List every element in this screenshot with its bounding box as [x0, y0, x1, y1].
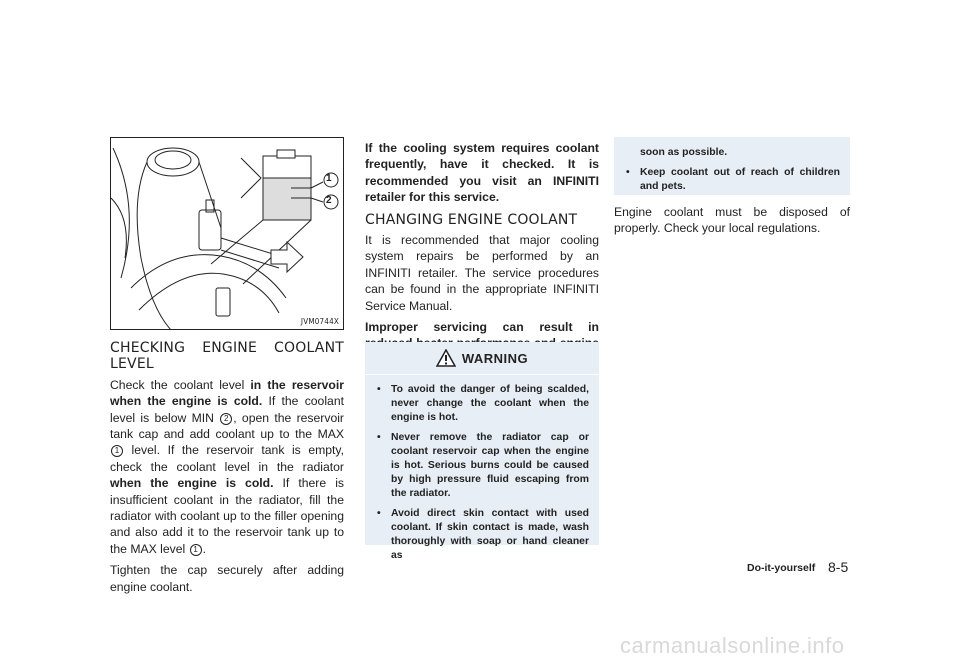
watermark: carmanualsonline.info [620, 633, 845, 658]
text-run: , open the reservoir tank cap and add coolant up to the MAX [110, 410, 344, 442]
text-run: If the coolant level is below MIN [110, 394, 344, 425]
warning-continued: soon as possible. [640, 147, 728, 158]
checking-paragraph [110, 377, 344, 557]
bold-run: when the engine is cold. [110, 476, 274, 491]
warning-box [365, 342, 599, 561]
warning-item: • Never remove the radiator cap or coolant reservoir cap when the engine is hot. Serious burns could be caused by high pressure fluid escaping from the radiator. [377, 431, 589, 501]
warning-header [365, 342, 599, 375]
warning-triangle-icon [436, 349, 456, 367]
figure-code: JVM0744X [300, 317, 339, 326]
coolant-reservoir-illustration [110, 137, 344, 330]
bold-run: in the reservoir when the engine is cold. [110, 377, 344, 409]
disposal-paragraph: Engine coolant must be disposed of properly. Check your local regulations. [614, 205, 850, 236]
section-label: Do-it-yourself [747, 562, 816, 574]
engine-bay-drawing [111, 138, 344, 330]
text-run: If there is insufficient coolant in the radiator, fill the radiator with coolant up to the filler opening and also add it to the reservoir tank up to the MAX level [110, 476, 344, 556]
right-column [614, 204, 850, 242]
warning-item: • Keep coolant out of reach of children and pets. [626, 166, 840, 194]
changing-heading: CHANGING ENGINE COOLANT [365, 211, 578, 228]
intro-paragraph: If the cooling system requires coolant frequently, have it checked. It is recommended you visit an INFINITI retailer for this service. [365, 141, 599, 205]
tighten-paragraph: Tighten the cap securely after adding engine coolant. [110, 563, 344, 594]
text-run: Check the coolant level [110, 377, 251, 392]
callout-ref-1: 1 [111, 445, 123, 457]
left-column [110, 340, 344, 600]
warning-list-2 [614, 160, 850, 194]
callout-1: 1 [326, 173, 332, 184]
improper-paragraph: Improper servicing can result in [365, 320, 599, 335]
warning-list [365, 375, 599, 563]
page-number: 8-5 [828, 559, 849, 575]
warning-item: • To avoid the danger of being scalded, never change the coolant when the engine is hot. [377, 383, 589, 425]
changing-paragraph: It is recommended that major cooling system repairs be performed by an INFINITI retailer. The service procedures can be found in the appropriate INFINITI Service Manual. [365, 233, 599, 313]
warning-box-continued [614, 137, 850, 195]
warning-item: • Avoid direct skin contact with used coolant. If skin contact is made, wash thoroughly with soap or hand cleaner as [377, 507, 589, 563]
text-run: . [202, 541, 206, 556]
text-run: level. If the reservoir tank is empty, check the coolant level in the radiator [110, 443, 344, 474]
checking-heading: CHECKING ENGINE COOLANT LEVEL [110, 340, 344, 373]
callout-2: 2 [326, 195, 332, 206]
callout-ref-1: 1 [190, 544, 202, 556]
callout-ref-2: 2 [220, 413, 232, 425]
warning-title: WARNING [461, 350, 529, 366]
middle-column [365, 140, 599, 373]
